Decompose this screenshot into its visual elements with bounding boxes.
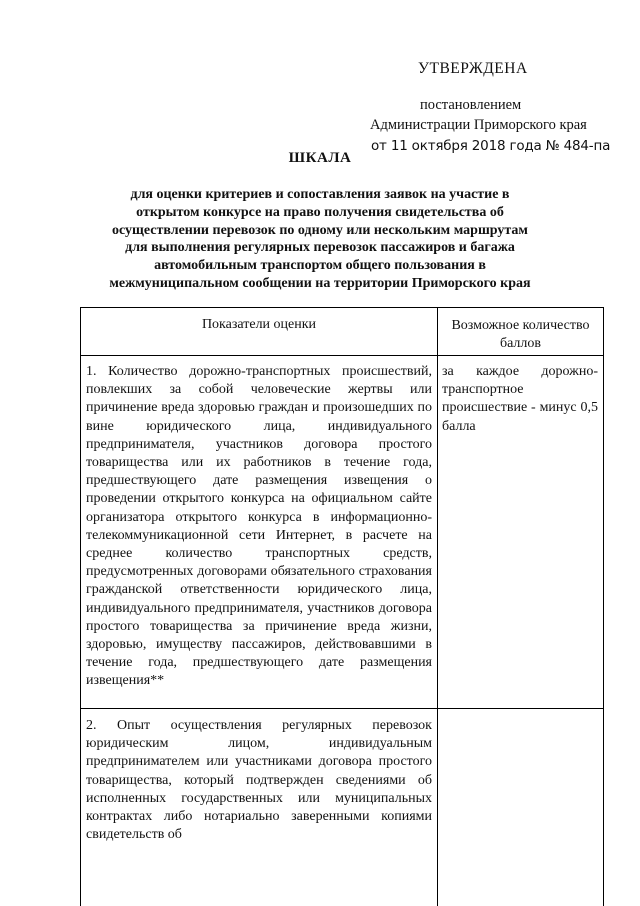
- document-subtitle: для оценки критериев и сопоставления заявок на участие в открытом конкурсе на право получения свидетельства об осуществлении перевозок по одному или нескольким маршрутам для выполнения регулярных перевозок пассажиров и багажа автомобильным транспортом общего пользования в межмуниципальном сообщении на территории Приморского края: [109, 187, 531, 291]
- row-divider: [81, 708, 603, 709]
- approved-label: УТВЕРЖДЕНА: [418, 60, 528, 77]
- administration-label: Администрации Приморского края: [370, 117, 587, 133]
- header-points: Возможное количество баллов: [451, 318, 590, 351]
- row-2-indicator: 2. Опыт осуществления регулярных перевозок юридическим лицом, индивидуальным предпринимателем или участниками договора простого товарищества, который подтвержден сведениями об исполненных государственных или муниципальных контрактах либо нотариально заверенными копиями свидетельств об: [86, 718, 432, 843]
- score-table: [80, 307, 604, 906]
- document-title: ШКАЛА: [288, 150, 352, 166]
- date-number-label: от 11 октября 2018 года № 484-па: [371, 138, 611, 154]
- header-indicators: Показатели оценки: [201, 317, 317, 332]
- column-divider: [437, 308, 438, 906]
- resolution-label: постановлением: [420, 97, 522, 113]
- header-row-divider: [81, 355, 603, 356]
- row-1-indicator: 1. Количество дорожно-транспортных происшествий, повлекших за собой человеческие жертвы или причинение вреда здоровью граждан и произошедших по вине юридического лица, индивидуального предпринимателя, участников договора простого товарищества или их работников в течение года, предшествующего дате размещения извещения о проведении открытого конкурса на официальном сайте организатора открытого конкурса в информационно-телекоммуникационной сети Интернет, в расчете на среднее количество транспортных средств, предусмотренных договорами обязательного страхования гражданской ответственности юридического лица, индивидуального предпринимателя, участников договора простого товарищества за причинение вреда жизни, здоровью, имуществу пассажиров, действовавшими в течение года, предшествующего дате размещения извещения**: [86, 364, 432, 689]
- row-1-points: за каждое дорожно-транспортное происшествие - минус 0,5 балла: [442, 364, 598, 434]
